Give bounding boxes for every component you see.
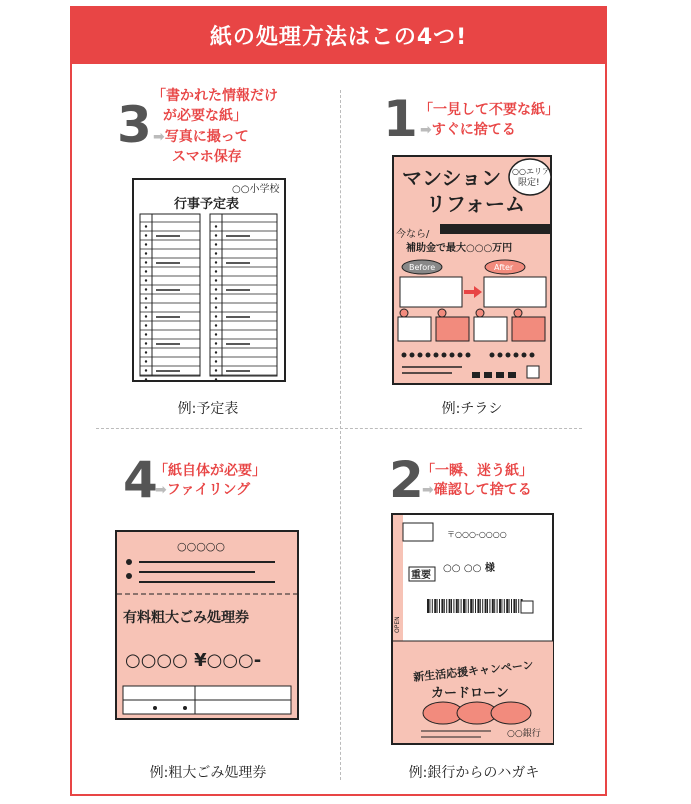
bank-name: ○○銀行: [507, 729, 541, 739]
campaign-title: 新生活応援キャンペーン: [412, 658, 535, 685]
arrow-right-icon: ➡: [155, 482, 167, 498]
flyer-subsidy: 補助金で最大○○○万円: [406, 243, 513, 254]
loan-title: カードローン: [431, 686, 509, 701]
section-caption: 例:銀行からのハガキ: [408, 765, 540, 781]
addressee-name: ○○ ○○ 様: [443, 563, 495, 574]
ticket-price: ○○○○ ¥○○○-: [125, 650, 262, 671]
important-stamp: 重要: [411, 570, 431, 581]
section-category: 「紙自体が必要」: [154, 463, 266, 479]
flyer-now: 今なら/: [396, 229, 430, 240]
section-action: ➡確認して捨てる: [422, 482, 532, 498]
horizontal-divider: [96, 428, 582, 429]
section-category: 「一瞬、迷う紙」: [421, 463, 533, 479]
ticket-illustration: [115, 530, 299, 720]
arrow-right-icon: ➡: [422, 482, 434, 498]
doc-header: ○○小学校: [232, 184, 280, 195]
ticket-dots: ○○○○○: [177, 540, 225, 553]
flyer-illustration: [392, 155, 552, 385]
section-action: ➡ファイリング: [155, 482, 251, 498]
flyer-title-2: リフォーム: [426, 192, 525, 216]
section-number: 2: [389, 451, 424, 509]
section-category: 「一見して不要な紙」: [419, 102, 559, 118]
before-label: Before: [409, 263, 436, 272]
section-number: 4: [123, 451, 158, 509]
flyer-badge: ○○エリア: [512, 167, 550, 176]
ticket-title: 有料粗大ごみ処理券: [123, 610, 249, 626]
open-label: OPEN: [394, 616, 401, 633]
section-caption: 例:チラシ: [441, 401, 503, 417]
schedule-illustration: [132, 178, 286, 382]
section-action: ➡写真に撮って: [153, 129, 249, 145]
section-action-line2: スマホ保存: [172, 149, 242, 165]
arrow-right-icon: ➡: [420, 122, 432, 138]
section-category-line2: が必要な紙」: [163, 108, 247, 124]
doc-title: 行事予定表: [174, 197, 240, 212]
arrow-right-icon: ➡: [153, 129, 165, 145]
flyer-title: マンション: [402, 166, 502, 190]
section-caption: 例:予定表: [177, 401, 239, 417]
vertical-divider: [340, 90, 341, 780]
postcard-illustration: [391, 513, 554, 745]
after-label: After: [494, 263, 514, 272]
section-number: 1: [383, 90, 418, 148]
section-category: 「書かれた情報だけ: [152, 88, 278, 104]
postal-code: 〒○○○-○○○○: [447, 530, 507, 539]
section-number: 3: [117, 96, 152, 154]
section-caption: 例:粗大ごみ処理券: [149, 765, 267, 781]
banner-title: 紙の処理方法はこの4つ!: [209, 24, 468, 50]
flyer-badge-2: 限定!: [518, 178, 540, 188]
section-action: ➡すぐに捨てる: [420, 122, 516, 138]
